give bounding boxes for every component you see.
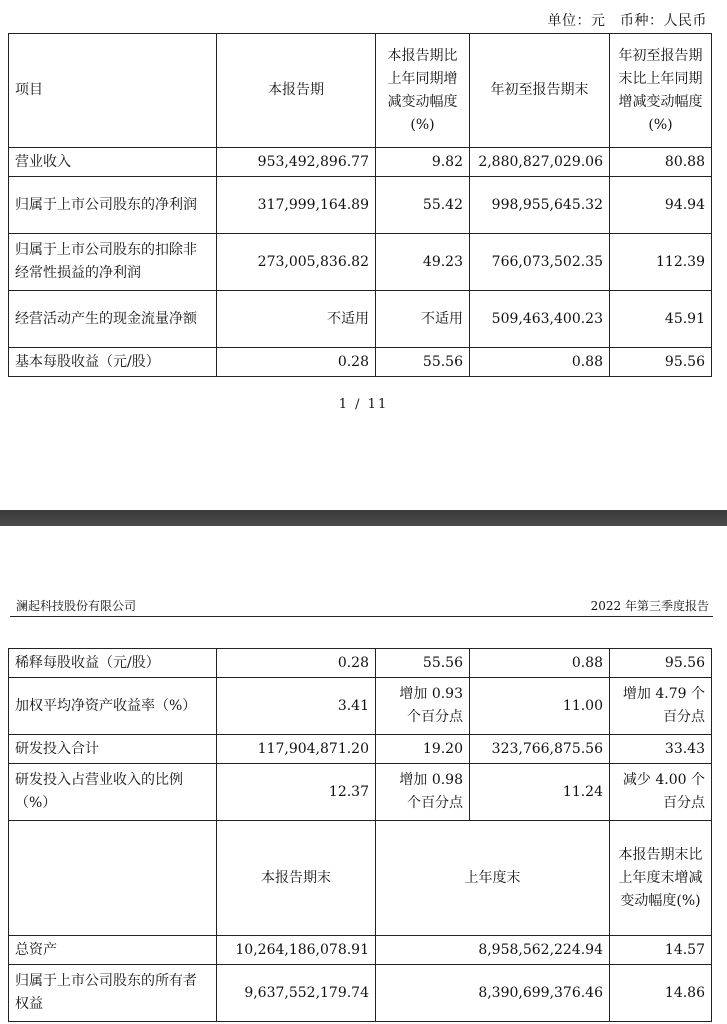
row-current: 273,005,836.82: [217, 234, 376, 291]
row-current: 12.37: [217, 764, 376, 821]
row-current: 953,492,896.77: [217, 148, 376, 177]
page-separator: [0, 510, 727, 526]
unit-label: 单位：元 币种：人民币: [547, 13, 707, 29]
row-item: 稀释每股收益（元/股）: [9, 649, 217, 678]
row-ytd-change: 45.91: [610, 291, 712, 348]
table-row: [9, 936, 712, 965]
row-ytd-change: 112.39: [610, 234, 712, 291]
row-ytd-change: 33.43: [610, 735, 712, 764]
header-current-end: 本报告期末: [217, 821, 376, 936]
row-current-change: 9.82: [376, 148, 470, 177]
header-item: 项目: [9, 34, 217, 148]
row-current-change: 不适用: [376, 291, 470, 348]
table-row: [9, 148, 712, 177]
page-1: [0, 0, 727, 510]
report-title: 2022 年第三季度报告: [590, 599, 709, 613]
table-row: [9, 291, 712, 348]
header-last-year-end: 上年度末: [376, 821, 610, 936]
table-row: [9, 649, 712, 678]
row-current: 3.41: [217, 678, 376, 735]
table-row: [9, 735, 712, 764]
row-current-change: 55.42: [376, 177, 470, 234]
row-ytd-change: 减少 4.00 个百分点: [610, 764, 712, 821]
row-current-change: 增加 0.93 个百分点: [376, 678, 470, 735]
table-row: [9, 678, 712, 735]
row-ytd-change: 95.56: [610, 649, 712, 678]
row-current-change: 增加 0.98 个百分点: [376, 764, 470, 821]
row-item: 研发投入占营业收入的比例（%）: [9, 764, 217, 821]
row-item: 经营活动产生的现金流量净额: [9, 291, 217, 348]
row-ytd: 0.88: [470, 348, 610, 377]
row-current: 0.28: [217, 649, 376, 678]
header-balance-change: 本报告期末比上年度末增减变动幅度(%): [610, 821, 712, 936]
row-change: 14.86: [610, 965, 712, 1022]
row-current-end: 9,637,552,179.74: [217, 965, 376, 1022]
row-current: 117,904,871.20: [217, 735, 376, 764]
row-current-change: 55.56: [376, 348, 470, 377]
row-item: 归属于上市公司股东的扣除非经常性损益的净利润: [9, 234, 217, 291]
row-ytd-change: 95.56: [610, 348, 712, 377]
balance-header-row: [9, 821, 712, 936]
row-last-year-end: 8,958,562,224.94: [376, 936, 610, 965]
header-ytd: 年初至报告期末: [470, 34, 610, 148]
row-current-change: 49.23: [376, 234, 470, 291]
row-current-end: 10,264,186,078.91: [217, 936, 376, 965]
table-row: [9, 764, 712, 821]
row-current: 317,999,164.89: [217, 177, 376, 234]
row-ytd: 998,955,645.32: [470, 177, 610, 234]
row-change: 14.57: [610, 936, 712, 965]
row-last-year-end: 8,390,699,376.46: [376, 965, 610, 1022]
header-ytd-change: 年初至报告期末比上年同期增减变动幅度(%): [610, 34, 712, 148]
row-ytd: 11.24: [470, 764, 610, 821]
page-number: 1 / 11: [338, 397, 389, 412]
row-ytd: 766,073,502.35: [470, 234, 610, 291]
row-ytd: 0.88: [470, 649, 610, 678]
header-current: 本报告期: [217, 34, 376, 148]
company-name: 澜起科技股份有限公司: [16, 599, 137, 613]
row-current-change: 55.56: [376, 649, 470, 678]
table-row: [9, 348, 712, 377]
header-blank: [9, 821, 217, 936]
row-ytd: 323,766,875.56: [470, 735, 610, 764]
header-rule: [10, 616, 713, 617]
continued-table: [8, 648, 712, 1022]
row-current: 不适用: [217, 291, 376, 348]
row-item: 研发投入合计: [9, 735, 217, 764]
row-ytd-change: 80.88: [610, 148, 712, 177]
table-row: [9, 177, 712, 234]
table-row: [9, 234, 712, 291]
row-current: 0.28: [217, 348, 376, 377]
header-current-change: 本报告期比上年同期增减变动幅度(%): [376, 34, 470, 148]
row-item: 总资产: [9, 936, 217, 965]
row-item: 归属于上市公司股东的净利润: [9, 177, 217, 234]
page-2: [0, 526, 727, 1024]
row-ytd-change: 增加 4.79 个百分点: [610, 678, 712, 735]
row-item: 加权平均净资产收益率（%）: [9, 678, 217, 735]
row-item: 归属于上市公司股东的所有者权益: [9, 965, 217, 1022]
income-table: [8, 33, 712, 377]
table-row: [9, 965, 712, 1022]
table-header-row: [9, 34, 712, 148]
row-item: 基本每股收益（元/股）: [9, 348, 217, 377]
row-ytd-change: 94.94: [610, 177, 712, 234]
row-ytd: 509,463,400.23: [470, 291, 610, 348]
row-ytd: 11.00: [470, 678, 610, 735]
row-ytd: 2,880,827,029.06: [470, 148, 610, 177]
row-item: 营业收入: [9, 148, 217, 177]
row-current-change: 19.20: [376, 735, 470, 764]
